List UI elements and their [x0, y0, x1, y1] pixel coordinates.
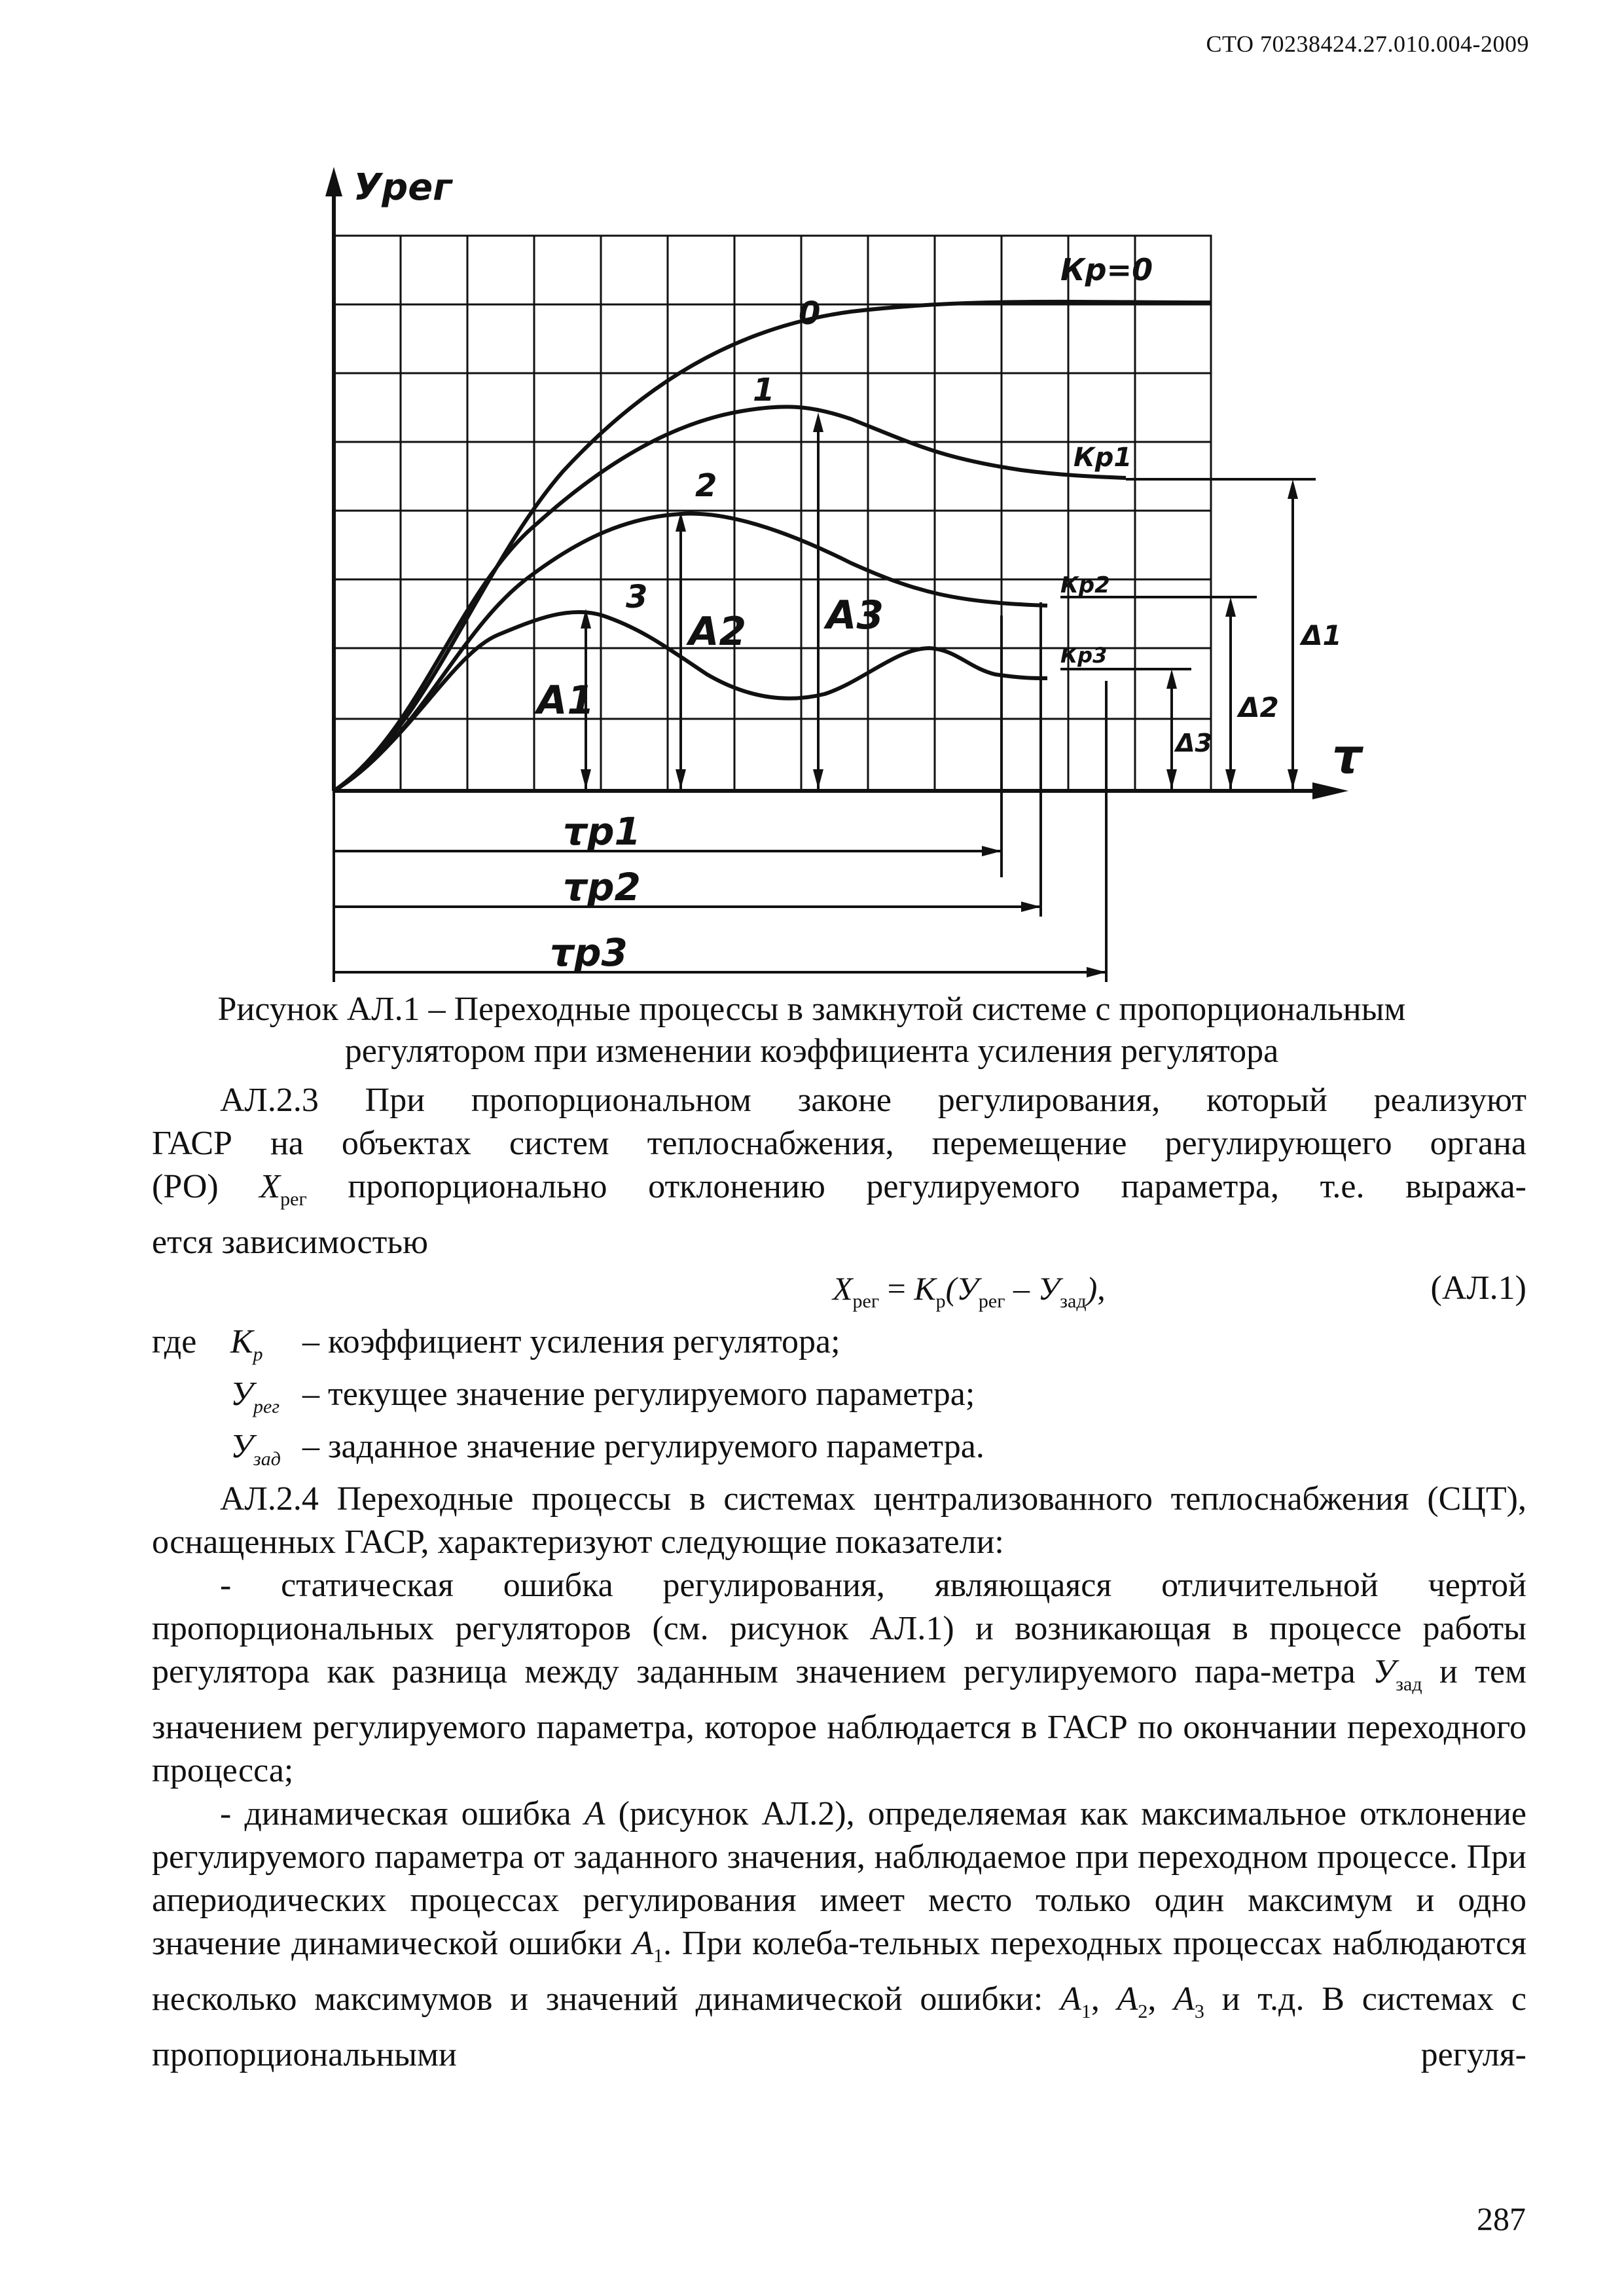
definitions-list: [152, 1321, 1526, 1478]
para-al-2-3-line3: [152, 1165, 1526, 1221]
kp2-label: Кр2: [1060, 572, 1110, 598]
para-static-error: - статическая ошибка регулирования, являющаяся отличительной чертой пропорциональных регуляторов (см. рисунок АЛ.1) и возникающая в процессе работы регулятора как разница между заданным значением регулируемого пара-метра $У_{зад}$ и тем значением регулируемого параметра, которое наблюдается в ГАСР по окончании переходного процесса;: [152, 1567, 1527, 1789]
x-reg-symbol: Х: [259, 1168, 281, 1205]
kp1-label: Кр1: [1074, 443, 1132, 473]
para-al-2-4: АЛ.2.4 Переходные процессы в системах централизованного теплоснабжения (СЦТ), оснащенных ГАСР, характеризуют следующие показатели:: [152, 1480, 1526, 1561]
a3-label: А3: [826, 592, 884, 638]
para-al-2-3-line2: ГАСР на объектах систем теплоснабжения, перемещение регулирующего органа: [152, 1125, 1526, 1162]
curve-2-label: 2: [695, 467, 717, 504]
page-number: 287: [1477, 2200, 1526, 2237]
ro-text: (РО): [152, 1168, 219, 1205]
definition-row: где $К_р$ – коэффициент усиления регулятора;: [152, 1323, 840, 1365]
x-axis-label: τ: [1332, 729, 1362, 784]
body-text: [152, 1079, 1526, 2077]
kp3-label: Кр3: [1060, 643, 1108, 668]
definition-row: $У_{зад}$ – заданное значение регулируемого параметра.: [230, 1428, 984, 1470]
formula-expression: $Х_{рег} = К_р(У_{рег} - У_{зад})$,: [833, 1270, 1106, 1312]
para-al-2-3-line3-rest: пропорционально отклонению регулируемого параметра, т.е. выража-: [348, 1168, 1526, 1205]
tp3-label: τр3: [550, 930, 628, 975]
document-code: СТО 70238424.27.010.004-2009: [1206, 31, 1529, 57]
curve-1-label: 1: [753, 372, 775, 409]
tp1-label: τр1: [563, 809, 641, 854]
a1-label: А1: [537, 678, 595, 723]
caption-line-1: Рисунок АЛ.1 – Переходные процессы в замкнутой системе с пропорциональным: [217, 991, 1406, 1028]
curve-3-label: 3: [626, 579, 648, 615]
axes: [325, 167, 1348, 799]
figure-caption: [98, 989, 1525, 1072]
formula-number: (АЛ.1): [1430, 1269, 1526, 1307]
y-zad-symbol: У: [1373, 1653, 1396, 1690]
grid: [334, 236, 1211, 791]
d2-label: Δ2: [1238, 691, 1279, 723]
curve-1: [334, 407, 1126, 791]
caption-line-2: регулятором при изменении коэффициента усиления регулятора: [344, 1032, 1279, 1070]
y-axis-label: Урег: [353, 166, 452, 209]
para-al-2-3-line1: АЛ.2.3 При пропорциональном законе регулирования, который реализуют: [220, 1082, 1526, 1119]
formula-al-1: [152, 1264, 1526, 1321]
definition-row: $У_{рег}$ – текущее значение регулируемого параметра;: [230, 1376, 975, 1417]
curve-0-label: 0: [799, 295, 821, 332]
d3-label: Δ3: [1176, 729, 1212, 757]
x-reg-sub: рег: [280, 1188, 307, 1210]
para-al-2-3-line4: ется зависимостью: [152, 1224, 428, 1261]
a2-label: А2: [689, 609, 747, 655]
transient-process-figure: [0, 0, 1624, 1002]
kp0-label: Кр=0: [1060, 252, 1153, 287]
d1-label: Δ1: [1301, 619, 1342, 651]
para-dynamic-error: - динамическая ошибка А (рисунок АЛ.2), определяемая как максимальное отклонение регулируемого параметра от заданного значения, наблюдаемое при переходном процессе. При апериодических процессах регулирования имеет место только один максимум и одно значение динамической ошибки $А_1$. При колеба-тельных переходных процессах наблюдаются несколько максимумов и значений динамической ошибки: $А_1$, $А_2$, $А_3$ и т.д. В системах с пропорциональными регуля-: [152, 1795, 1527, 2073]
tp2-label: τр2: [563, 865, 641, 909]
